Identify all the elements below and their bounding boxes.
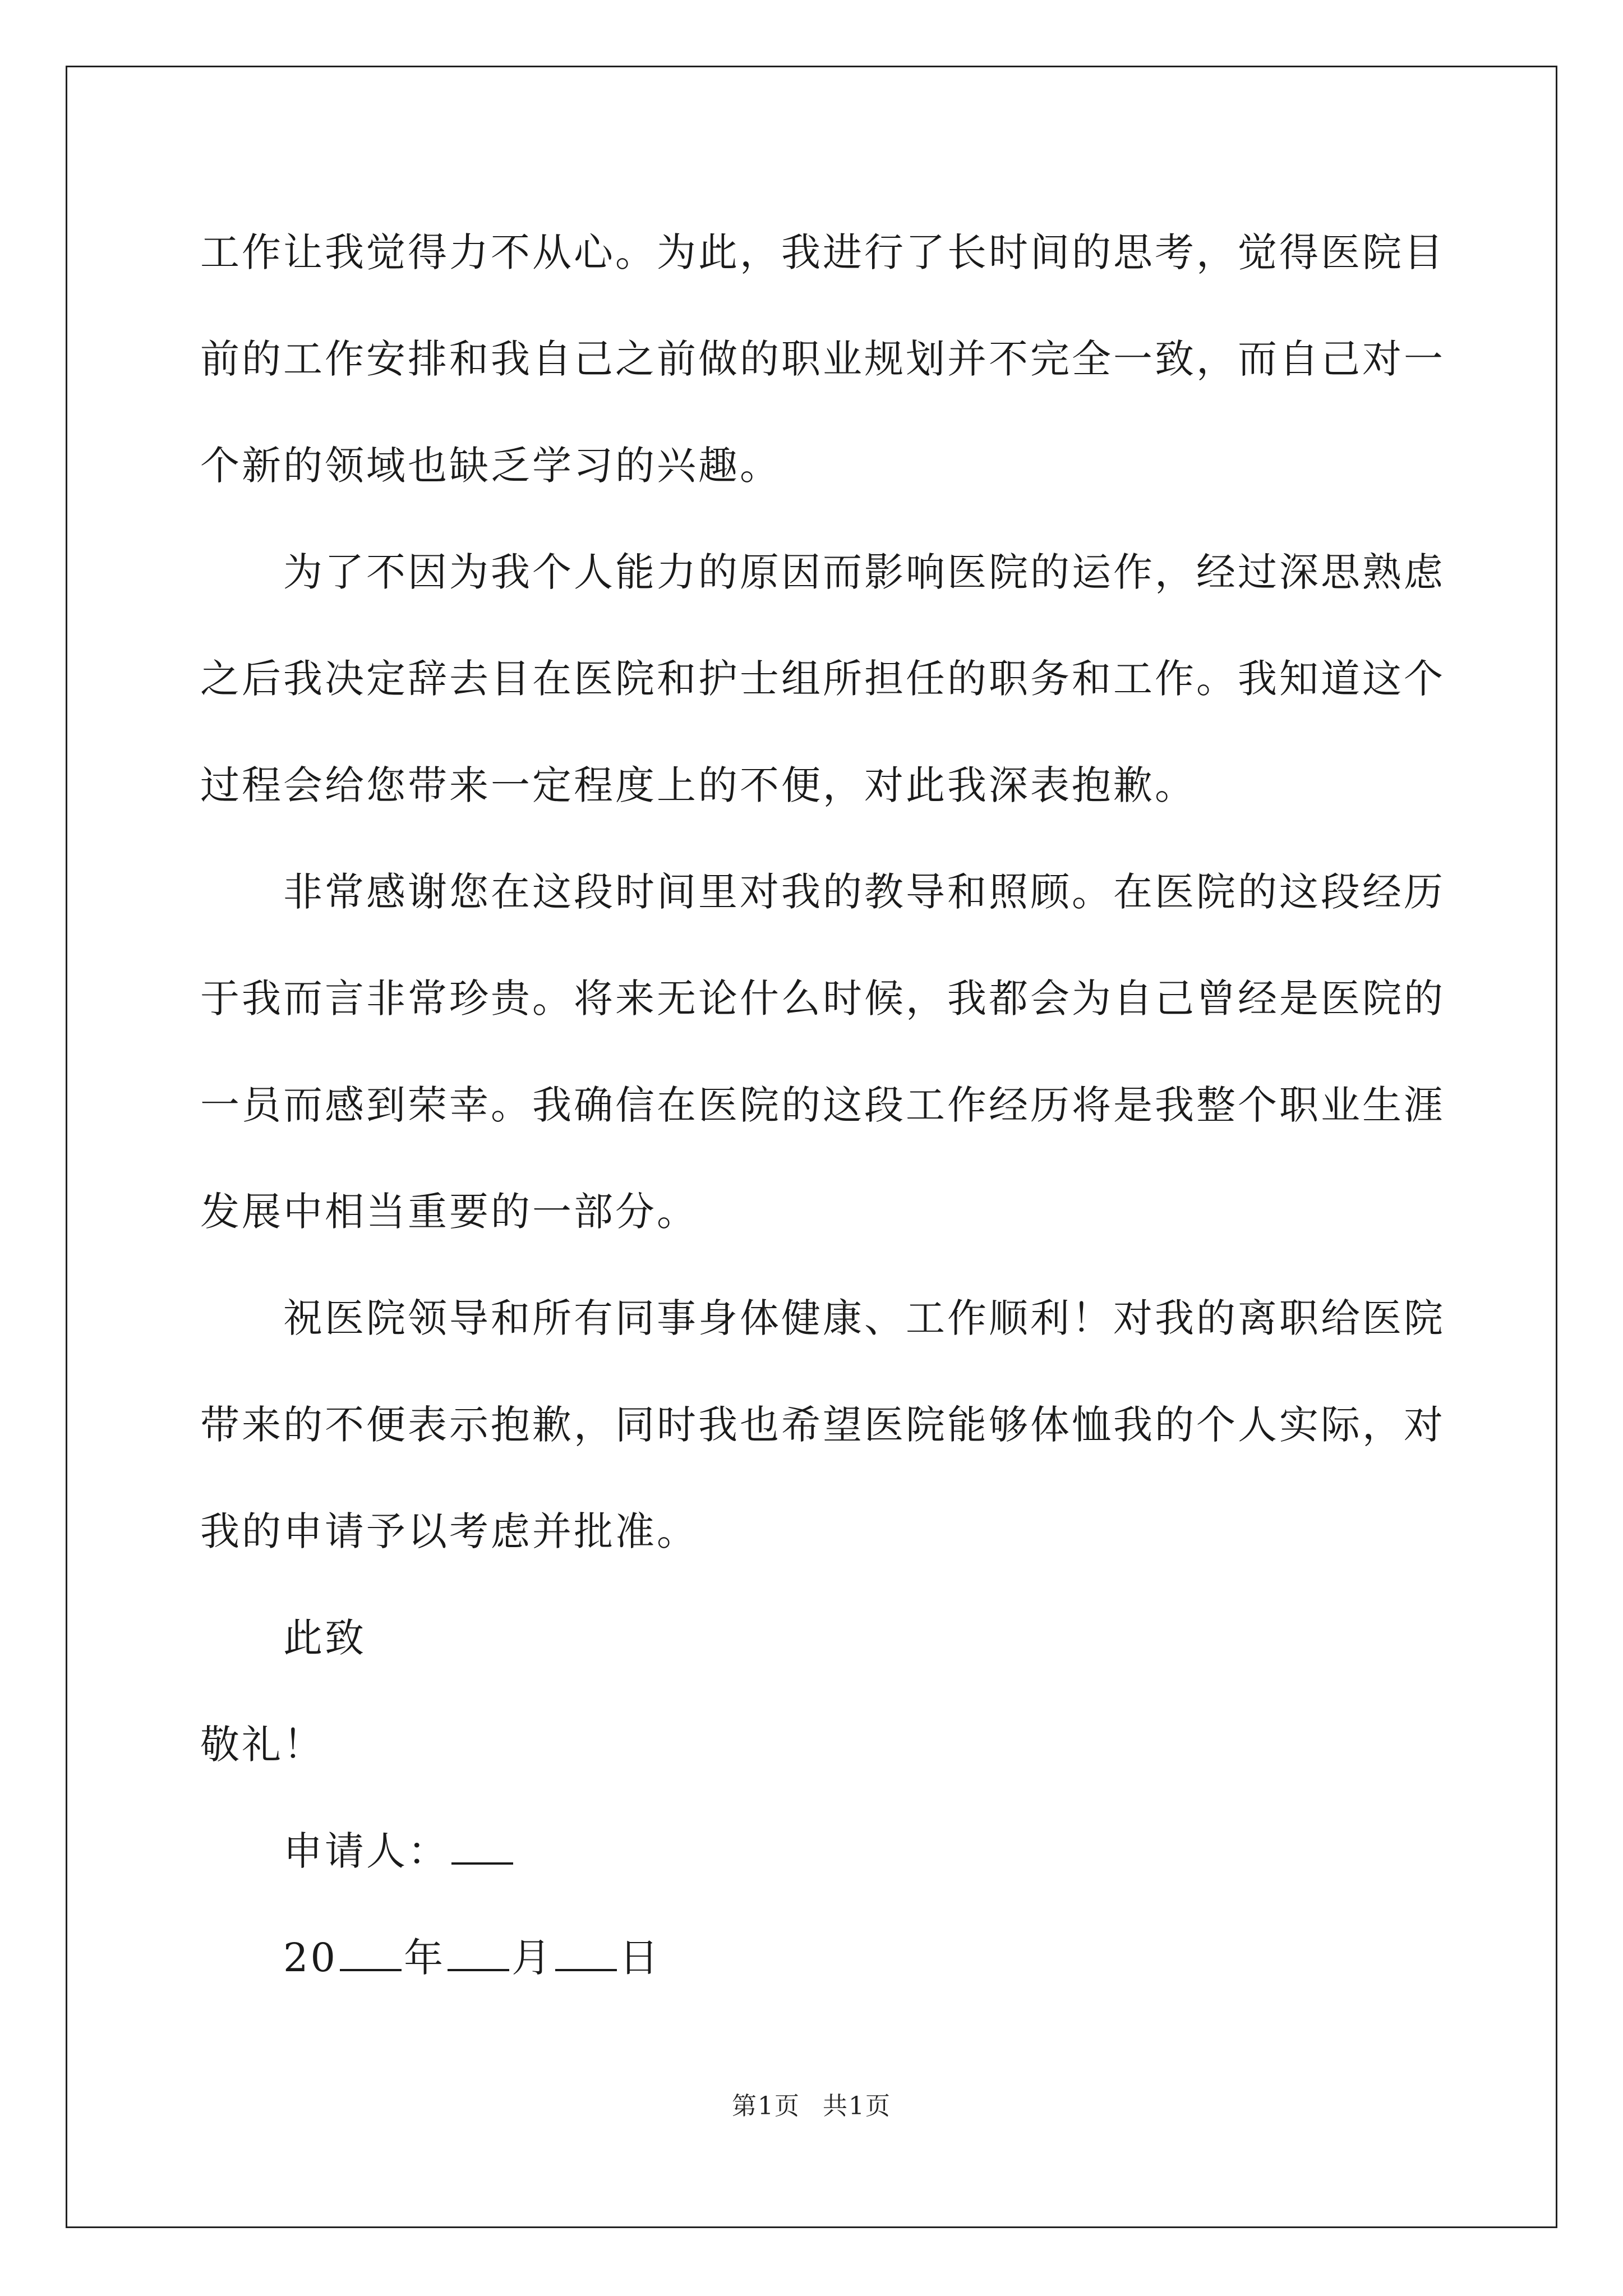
date-day-label: 日 xyxy=(619,1935,661,1981)
paragraph-line: 之后我决定辞去目在医院和护士组所担任的职务和工作。我知道这个 xyxy=(200,656,1445,702)
paragraph-line: 于我而言非常珍贵。将来无论什么时候，我都会为自己曾经是医院的 xyxy=(200,976,1445,1022)
applicant-blank xyxy=(451,1829,513,1865)
date-prefix: 20 xyxy=(283,1935,338,1981)
paragraph-line: 工作让我觉得力不从心。为此，我进行了长时间的思考，觉得医院目 xyxy=(200,229,1445,275)
month-blank xyxy=(448,1935,509,1971)
applicant-line xyxy=(200,1798,1428,1904)
paragraph-line: 发展中相当重要的一部分。 xyxy=(200,1189,698,1235)
paragraph-line: 个新的领域也缺乏学习的兴趣。 xyxy=(200,443,781,489)
paragraph-line: 过程会给您带来一定程度上的不便，对此我深表抱歉。 xyxy=(200,762,1196,808)
paragraph-line: 带来的不便表示抱歉，同时我也希望医院能够体恤我的个人实际，对 xyxy=(200,1402,1445,1448)
closing-text: 此致 xyxy=(283,1615,366,1661)
date-year-label: 年 xyxy=(404,1935,446,1981)
salutation-text: 敬礼！ xyxy=(200,1722,325,1768)
page-total: 共1页 xyxy=(823,2092,891,2120)
day-blank xyxy=(555,1935,617,1971)
paragraph-line: 我的申请予以考虑并批准。 xyxy=(200,1508,698,1554)
applicant-label: 申请人： xyxy=(283,1828,449,1874)
page-footer xyxy=(0,2086,1623,2122)
year-blank xyxy=(340,1935,402,1971)
page-number: 第1页 xyxy=(732,2092,800,2120)
paragraph-line: 为了不因为我个人能力的原因而影响医院的运作，经过深思熟虑 xyxy=(283,549,1445,595)
paragraph-line: 祝医院领导和所有同事身体健康、工作顺利！对我的离职给医院 xyxy=(283,1295,1445,1341)
date-line xyxy=(200,1904,1428,2011)
paragraph-line: 非常感谢您在这段时间里对我的教导和照顾。在医院的这段经历 xyxy=(283,869,1445,915)
letter-body xyxy=(200,199,1445,2011)
paragraph-line: 一员而感到荣幸。我确信在医院的这段工作经历将是我整个职业生涯 xyxy=(200,1082,1445,1128)
date-month-label: 月 xyxy=(511,1935,554,1981)
paragraph-line: 前的工作安排和我自己之前做的职业规划并不完全一致，而自己对一 xyxy=(200,336,1445,382)
